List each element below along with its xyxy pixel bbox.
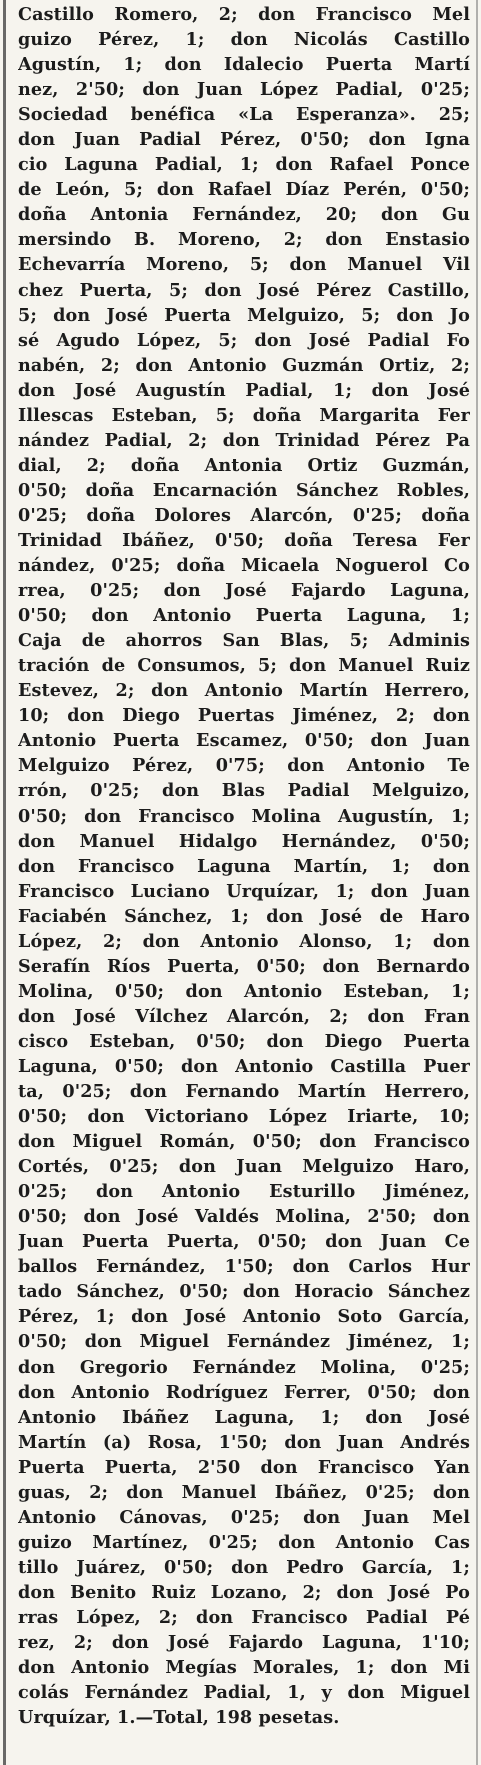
text-line: Cortés, 0'25; don Juan Melguizo Haro, — [18, 1156, 470, 1178]
text-line: guas, 2; don Manuel Ibáñez, 0'25; don — [18, 1481, 470, 1503]
text-line: cio Laguna Padial, 1; don Rafael Ponce — [18, 154, 470, 176]
text-line: tración de Consumos, 5; don Manuel Ruiz — [18, 655, 470, 677]
text-line: 0'50; don Francisco Molina Augustín, 1; — [18, 805, 470, 827]
text-line: Francisco Luciano Urquízar, 1; don Juan — [18, 880, 470, 902]
text-line: Serafín Ríos Puerta, 0'50; don Bernardo — [18, 955, 470, 977]
text-line: 0'25; don Antonio Esturillo Jiménez, — [18, 1181, 470, 1203]
text-line: nández, 0'25; doña Micaela Noguerol Co — [18, 555, 470, 577]
text-line: rrón, 0'25; don Blas Padial Melguizo, — [18, 780, 470, 802]
text-line: don Miguel Román, 0'50; don Francisco — [18, 1131, 470, 1153]
text-line: nez, 2'50; don Juan López Padial, 0'25; — [18, 79, 470, 101]
text-line: don José Vílchez Alarcón, 2; don Fran — [18, 1005, 470, 1027]
text-line: Urquízar, 1.—Total, 198 pesetas. — [18, 1707, 340, 1729]
text-line: don Juan Padial Pérez, 0'50; don Igna — [18, 129, 470, 151]
text-line: Juan Puerta Puerta, 0'50; don Juan Ce — [18, 1231, 470, 1253]
text-line: nández Padial, 2; don Trinidad Pérez Pa — [18, 429, 470, 451]
column-rule-left — [3, 0, 6, 1765]
text-line: rras López, 2; don Francisco Padial Pé — [18, 1607, 470, 1628]
text-line: doña Antonia Fernández, 20; don Gu — [18, 204, 470, 226]
text-line: chez Puerta, 5; don José Pérez Castillo, — [18, 279, 470, 301]
text-line: dial, 2; doña Antonia Ortiz Guzmán, — [18, 454, 470, 476]
text-line: de León, 5; don Rafael Díaz Perén, 0'50; — [18, 179, 470, 201]
text-line: Martín (a) Rosa, 1'50; don Juan Andrés — [18, 1431, 470, 1453]
text-line: Illescas Esteban, 5; doña Margarita Fer — [18, 404, 470, 426]
text-line: 0'50; doña Encarnación Sánchez Robles, — [18, 479, 470, 501]
text-line: Laguna, 0'50; don Antonio Castilla Puer — [18, 1055, 470, 1077]
text-line: 0'50; don Antonio Puerta Laguna, 1; — [18, 605, 470, 627]
text-line: Sociedad benéfica «La Esperanza». 25; — [18, 104, 470, 126]
text-line: Castillo Romero, 2; don Francisco Mel — [18, 4, 470, 25]
text-line: Puerta Puerta, 2'50 don Francisco Yan — [18, 1456, 470, 1478]
text-line: Estevez, 2; don Antonio Martín Herrero, — [18, 680, 470, 702]
text-line: sé Agudo López, 5; don José Padial Fo — [18, 329, 470, 351]
text-line: 0'25; doña Dolores Alarcón, 0'25; doña — [18, 504, 470, 526]
text-line: don Benito Ruiz Lozano, 2; don José Po — [18, 1581, 470, 1603]
text-line: tado Sánchez, 0'50; don Horacio Sánchez — [18, 1281, 470, 1303]
text-line: 5; don José Puerta Melguizo, 5; don Jo — [18, 304, 470, 326]
text-line: mersindo B. Moreno, 2; don Enstasio — [18, 229, 470, 251]
column-rule-right — [476, 0, 478, 1765]
text-line: cisco Esteban, 0'50; don Diego Puerta — [18, 1030, 470, 1052]
text-line: guizo Pérez, 1; don Nicolás Castillo — [18, 29, 470, 51]
text-line: 0'50; don Miguel Fernández Jiménez, 1; — [18, 1331, 470, 1353]
text-line: Echevarría Moreno, 5; don Manuel Vil — [18, 254, 470, 276]
text-line: 10; don Diego Puertas Jiménez, 2; don — [18, 705, 470, 727]
text-line: Antonio Puerta Escamez, 0'50; don Juan — [18, 730, 470, 752]
text-line: ta, 0'25; don Fernando Martín Herrero, — [18, 1081, 470, 1103]
text-line: colás Fernández Padial, 1, y don Miguel — [18, 1682, 470, 1704]
text-line: don Antonio Rodríguez Ferrer, 0'50; don — [18, 1381, 470, 1403]
text-line: Antonio Ibáñez Laguna, 1; don José — [18, 1406, 470, 1428]
text-line: 0'50; don Victoriano López Iriarte, 10; — [18, 1106, 470, 1128]
text-line: rez, 2; don José Fajardo Laguna, 1'10; — [18, 1632, 470, 1654]
text-line: Agustín, 1; don Idalecio Puerta Martí — [18, 54, 470, 76]
text-line: rrea, 0'25; don José Fajardo Laguna, — [18, 580, 470, 602]
text-line: tillo Juárez, 0'50; don Pedro García, 1; — [18, 1556, 470, 1578]
text-line: Trinidad Ibáñez, 0'50; doña Teresa Fer — [18, 529, 470, 551]
text-line: 0'50; don José Valdés Molina, 2'50; don — [18, 1206, 470, 1228]
text-line: Faciabén Sánchez, 1; don José de Haro — [18, 905, 470, 927]
donor-list-text-column — [18, 2, 470, 1730]
text-line: don Manuel Hidalgo Hernández, 0'50; — [18, 830, 470, 852]
text-line: don Antonio Megías Morales, 1; don Mi — [18, 1657, 470, 1679]
text-line: Antonio Cánovas, 0'25; don Juan Mel — [18, 1506, 470, 1528]
text-line: don José Augustín Padial, 1; don José — [18, 379, 470, 401]
text-line: López, 2; don Antonio Alonso, 1; don — [18, 930, 470, 952]
text-line: ballos Fernández, 1'50; don Carlos Hur — [18, 1256, 470, 1278]
text-line: don Francisco Laguna Martín, 1; don — [18, 855, 470, 877]
text-line: nabén, 2; don Antonio Guzmán Ortiz, 2; — [18, 354, 470, 376]
text-line: guizo Martínez, 0'25; don Antonio Cas — [18, 1531, 470, 1553]
text-line: Caja de ahorros San Blas, 5; Adminis — [18, 630, 470, 652]
text-line: Melguizo Pérez, 0'75; don Antonio Te — [18, 755, 470, 777]
text-line: Pérez, 1; don José Antonio Soto García, — [18, 1306, 470, 1328]
text-line: don Gregorio Fernández Molina, 0'25; — [18, 1356, 470, 1378]
text-line: Molina, 0'50; don Antonio Esteban, 1; — [18, 980, 470, 1002]
